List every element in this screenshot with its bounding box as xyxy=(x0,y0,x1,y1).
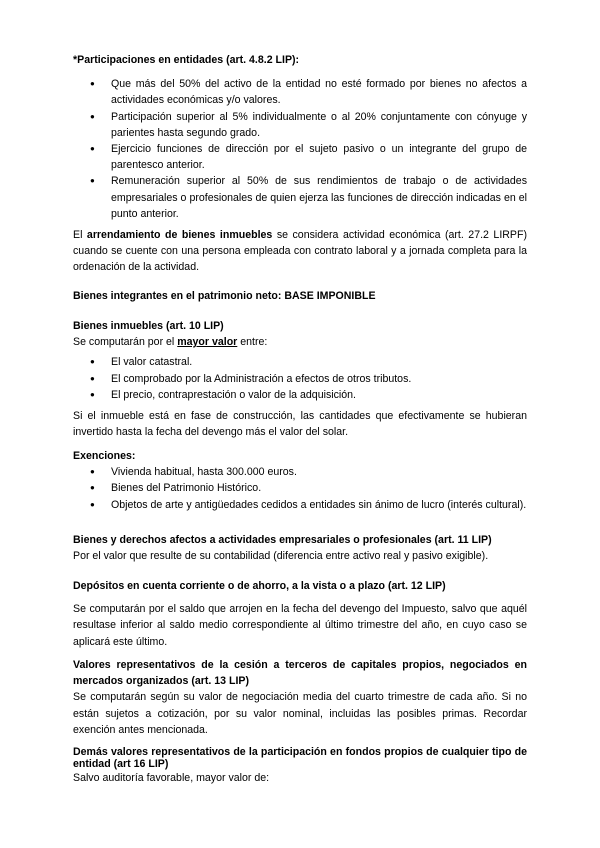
valores-heading: Valores representativos de la cesión a terceros de capitales propios, negociados en mercados organizados (art. 13 LIP) xyxy=(73,659,527,688)
list-item: ● Bienes del Patrimonio Histórico. xyxy=(111,480,527,496)
valores-section xyxy=(73,657,527,738)
arrendamiento-text-post: se considera actividad económica (art. 27.2 LIRPF) cuando se cuente con una persona empleada con contrato laboral y a jornada completa para la ordenación de la actividad. xyxy=(73,229,527,274)
list-item: ● Ejercicio funciones de dirección por el sujeto pasivo o un integrante del grupo de parentesco anterior. xyxy=(111,141,527,173)
list-item: ● El comprobado por la Administración a efectos de otros tributos. xyxy=(111,371,527,387)
list-item: ● Remuneración superior al 50% de sus rendimientos de trabajo o de actividades empresariales o profesionales de quien ejerza las funciones de dirección indicadas en el punto anterior. xyxy=(111,173,527,222)
participaciones-list xyxy=(73,76,527,222)
exenciones-heading: Exenciones: xyxy=(73,450,136,462)
arrendamiento-paragraph xyxy=(73,227,527,276)
inmuebles-section xyxy=(73,318,527,403)
demas-valores-text: Salvo auditoría favorable, mayor valor de: xyxy=(73,772,270,784)
mayor-valor-emphasis: mayor valor xyxy=(177,336,238,349)
participaciones-heading: *Participaciones en entidades (art. 4.8.2 LIP): xyxy=(73,54,300,66)
exenciones-section xyxy=(73,448,527,513)
demas-valores-section xyxy=(73,746,527,786)
inmuebles-intro-pre: Se computarán por el xyxy=(73,336,178,349)
valores-text: Se computarán según su valor de negociación media del cuarto trimestre de cada año. Si no están sujetos a cotización, por su valor nominal, incluidas las posibles primas. Recordar exención antes mencionada. xyxy=(73,691,527,736)
inmuebles-heading: Bienes inmuebles (art. 10 LIP) xyxy=(73,320,224,332)
arrendamiento-bold: arrendamiento de bienes inmuebles xyxy=(86,229,273,241)
arrendamiento-text-pre: El xyxy=(73,229,87,241)
list-item: ● Vivienda habitual, hasta 300.000 euros. xyxy=(111,464,527,480)
construccion-paragraph: Si el inmueble está en fase de construcción, las cantidades que efectivamente se hubieran invertido hasta la fecha del devengo más el valor del solar. xyxy=(73,410,527,439)
afectos-section xyxy=(73,532,527,564)
depositos-section xyxy=(73,578,527,650)
list-item: ● Participación superior al 5% individualmente o al 20% conjuntamente con cónyuge y parientes hasta segundo grado. xyxy=(111,109,527,141)
inmuebles-intro-post: entre: xyxy=(237,336,268,349)
depositos-heading: Depósitos en cuenta corriente o de ahorro, a la vista o a plazo (art. 12 LIP) xyxy=(73,580,446,592)
base-imponible-heading: Bienes integrantes en el patrimonio neto: BASE IMPONIBLE xyxy=(73,290,376,302)
participaciones-section xyxy=(73,52,527,222)
inmuebles-list xyxy=(73,354,527,403)
depositos-text: Se computarán por el saldo que arrojen en la fecha del devengo del Impuesto, salvo que aquél resultase inferior al saldo medio correspondiente al último trimestre del año, en cuyo caso se aplicará este último. xyxy=(73,603,527,648)
list-item: ● El precio, contraprestación o valor de la adquisición. xyxy=(111,387,527,403)
afectos-heading: Bienes y derechos afectos a actividades empresariales o profesionales (art. 11 LIP) xyxy=(73,534,492,546)
inmuebles-intro xyxy=(73,334,527,350)
demas-valores-heading: Demás valores representativos de la participación en fondos propios de cualquier tipo de entidad (art 16 LIP) xyxy=(73,746,527,770)
list-item: ● Objetos de arte y antigüedades cedidos a entidades sin ánimo de lucro (interés cultural). xyxy=(111,497,527,513)
exenciones-list xyxy=(73,464,527,513)
list-item: ● El valor catastral. xyxy=(111,354,527,370)
list-item: ● Que más del 50% del activo de la entidad no esté formado por bienes no afectos a actividades económicas y/o valores. xyxy=(111,76,527,108)
afectos-text: Por el valor que resulte de su contabilidad (diferencia entre activo real y pasivo exigible). xyxy=(73,550,489,563)
